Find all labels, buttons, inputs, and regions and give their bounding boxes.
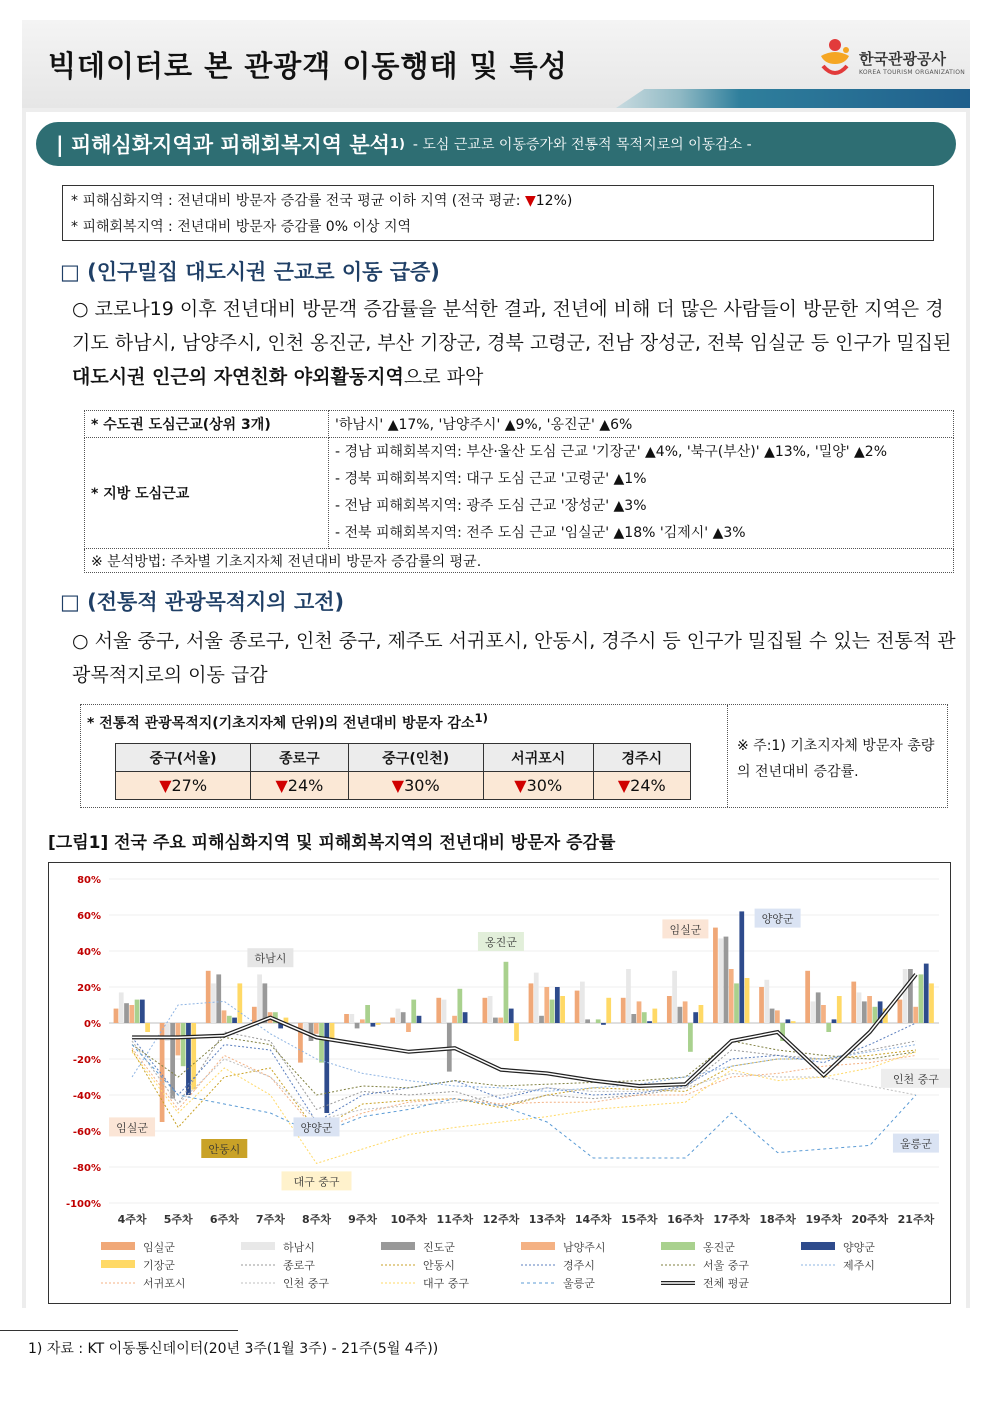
annotation-label: 임실군 (669, 923, 702, 937)
bar (913, 1007, 918, 1023)
bar (222, 1010, 227, 1023)
table-header-row (116, 744, 691, 772)
bar (652, 1009, 657, 1023)
section-title: | 피해심화지역과 피해회복지역 분석 (56, 133, 390, 157)
table-cell-regional-values (329, 438, 954, 549)
logo-korean-text: 한국관광공사 (859, 50, 946, 68)
bar (596, 1019, 601, 1023)
legend-label: 남양주시 (563, 1241, 606, 1254)
y-tick-label: -40% (72, 1091, 101, 1102)
traditional-table (115, 743, 691, 800)
bar (688, 1023, 693, 1052)
series-line (132, 1048, 916, 1131)
bar (851, 982, 856, 1023)
y-tick-label: 60% (77, 911, 101, 922)
x-tick-label: 13주차 (528, 1213, 566, 1226)
table-row (85, 549, 954, 573)
bar (170, 1023, 175, 1099)
bar (647, 1021, 652, 1023)
y-tick-label: 0% (84, 1019, 101, 1030)
table-row (116, 772, 691, 800)
table-cell: ▼30% (483, 772, 593, 800)
bar (493, 1018, 498, 1023)
x-tick-label: 11주차 (436, 1213, 474, 1226)
list-item: - 경북 피해회복지역: 대구 도심 근교 '고령군' ▲1% (335, 471, 647, 487)
legend-label: 제주시 (843, 1259, 875, 1272)
paragraph-suburb-text: ○ 코로나19 이후 전년대비 방문객 증감률을 분석한 결과, 전년에 비해 더 많은 사람들이 방문한 지역은 경기도 하남시, 남양주시, 인천 옹진군, 부산 기장군, 경북 고령군, 전남 장성군, 전북 임실군 등 인구가 밀집된 (72, 298, 952, 354)
list-item: - 전남 피해회복지역: 광주 도심 근교 '장성군' ▲3% (335, 498, 647, 514)
paragraph-suburb-tail: 으로 파악 (403, 366, 484, 388)
bar (929, 983, 934, 1023)
legend-label: 임실군 (143, 1241, 175, 1254)
legend-label: 진도군 (423, 1241, 455, 1254)
definition-damage-deepened (71, 188, 925, 214)
x-tick-label: 14주차 (574, 1213, 612, 1226)
bar (745, 978, 750, 1023)
bar (360, 1019, 365, 1023)
bar (683, 1001, 688, 1023)
y-tick-label: -80% (72, 1163, 101, 1174)
bar (693, 1012, 698, 1023)
y-tick-label: -100% (65, 1199, 101, 1210)
bar (365, 1005, 370, 1023)
legend-label: 종로구 (283, 1259, 315, 1272)
bar (135, 1000, 140, 1023)
bar (550, 1000, 555, 1023)
section-subtitle: - 도심 근교로 이동증가와 전통적 목적지로의 이동감소 - (412, 137, 752, 153)
paragraph-traditional-destinations: ○ 서울 중구, 서울 종로구, 인천 중구, 제주도 서귀포시, 안동시, 경주시 등 인구가 밀집될 수 있는 전통적 관광목적지로의 이동 급감 (72, 630, 956, 686)
bar (544, 987, 549, 1023)
table-row (85, 411, 954, 438)
visitor-change-chart (49, 863, 950, 1303)
bar (206, 971, 211, 1023)
legend-label: 서울 중구 (703, 1259, 750, 1272)
bar (463, 1012, 468, 1023)
bar (642, 1012, 647, 1023)
table-header-cell: 중구(서울) (116, 744, 251, 772)
bar (672, 971, 677, 1023)
traditional-table-note: ※ 주:1) 기초지자체 방문자 총량의 전년대비 증감률. (737, 738, 935, 780)
x-tick-label: 7주차 (255, 1213, 285, 1226)
bar (713, 928, 718, 1023)
bar (606, 998, 611, 1023)
table-header-cell: 서귀포시 (483, 744, 593, 772)
legend-label: 전체 평균 (703, 1277, 750, 1290)
bar (119, 992, 124, 1023)
section-title-footnote-ref: 1) (389, 136, 405, 152)
paragraph-suburb-highlight: 대도시권 인근의 자연친화 야외활동지역 (72, 366, 404, 388)
paragraph-suburb-analysis (72, 292, 952, 394)
table-cell: ▼27% (116, 772, 251, 800)
bar (857, 992, 862, 1023)
bar (344, 1014, 349, 1023)
figure-title: [그림1] 전국 주요 피해심화지역 및 피해회복지역의 전년대비 방문자 증감률 (48, 833, 616, 853)
bar (401, 1012, 406, 1023)
series-line (132, 1037, 916, 1095)
x-tick-label: 20주차 (851, 1213, 889, 1226)
bar (483, 998, 488, 1023)
bar (319, 1023, 324, 1063)
bar (724, 937, 729, 1023)
heading-suburb-surge: □ (인구밀집 대도시권 근교로 이동 급증) (60, 260, 440, 284)
bar (775, 1010, 780, 1023)
x-tick-label: 21주차 (897, 1213, 935, 1226)
bar (124, 1003, 129, 1023)
table-header-cell: 경주시 (593, 744, 690, 772)
bar (457, 989, 462, 1023)
kto-logo (815, 36, 966, 84)
bar (309, 1023, 314, 1041)
legend-swatch (521, 1242, 555, 1250)
legend-label: 기장군 (143, 1259, 175, 1272)
bar (626, 969, 631, 1023)
annotation-label: 인천 중구 (892, 1072, 939, 1086)
bar (411, 1000, 416, 1023)
bar (826, 1023, 831, 1032)
legend-label: 서귀포시 (143, 1277, 186, 1290)
bar (376, 1023, 381, 1025)
y-tick-label: -60% (72, 1127, 101, 1138)
bar (764, 980, 769, 1023)
table-note: ※ 분석방법: 주차별 기초지자체 전년대비 방문자 증감률의 평균. (85, 549, 954, 573)
annotation-label: 임실군 (116, 1121, 149, 1135)
table-cell-capital-label: * 수도권 도심근교(상위 3개) (85, 411, 329, 438)
bar (734, 983, 739, 1023)
bar (371, 1023, 376, 1027)
annotation-label: 안동시 (208, 1143, 241, 1156)
x-tick-label: 9주차 (348, 1213, 378, 1226)
bar (919, 974, 924, 1023)
bar (832, 1019, 837, 1023)
definition-line1-text: * 피해심화지역 : 전년대비 방문자 증감률 전국 평균 이하 지역 (전국 평균: (71, 193, 525, 209)
annotation-label: 옹진군 (484, 936, 517, 949)
bar (145, 1023, 150, 1032)
bar (324, 1023, 329, 1113)
bar (114, 1009, 119, 1023)
x-tick-label: 8주차 (302, 1213, 331, 1226)
footnote-divider (0, 1330, 238, 1331)
series-line (132, 1001, 916, 1091)
x-tick-label: 5주차 (163, 1213, 193, 1226)
bar (514, 1023, 519, 1041)
header-accent-bar (616, 89, 970, 108)
bar (739, 911, 744, 1023)
x-tick-label: 6주차 (209, 1213, 239, 1226)
bar (718, 938, 723, 1023)
legend-label: 양양군 (843, 1241, 875, 1254)
table-header-cell: 종로구 (251, 744, 348, 772)
bar (580, 982, 585, 1023)
y-tick-label: -20% (72, 1055, 101, 1066)
annotation-label: 울릉군 (899, 1137, 932, 1151)
document-title: 빅데이터로 본 관광객 이동행태 및 특성 (48, 49, 568, 83)
annotation-label: 양양군 (761, 912, 794, 926)
bar (699, 1005, 704, 1023)
x-tick-label: 19주차 (805, 1213, 843, 1226)
bar (867, 996, 872, 1023)
bar (355, 1023, 360, 1028)
bar (791, 1021, 796, 1023)
bar (816, 992, 821, 1023)
bar (129, 1005, 134, 1023)
bar (729, 969, 734, 1023)
bar (534, 973, 539, 1023)
bar (759, 987, 764, 1023)
bar (837, 996, 842, 1023)
bar (862, 1001, 867, 1023)
bar (452, 1016, 457, 1023)
bar (898, 1000, 903, 1023)
bar (252, 1007, 257, 1023)
legend-label: 안동시 (423, 1259, 455, 1272)
bar (257, 974, 262, 1023)
x-tick-label: 18주차 (759, 1213, 796, 1226)
bar (555, 987, 560, 1023)
legend-label: 하남시 (283, 1241, 315, 1254)
bar (821, 1005, 826, 1023)
list-item: - 전북 피해회복지역: 전주 도심 근교 '임실군' ▲18% '김제시' ▲3% (335, 525, 746, 541)
x-tick-label: 4주차 (117, 1213, 147, 1226)
traditional-table-caption (87, 711, 488, 733)
bar (529, 983, 534, 1023)
annotation-label: 대구 중구 (293, 1175, 340, 1189)
bar (211, 983, 216, 1023)
legend-label: 인천 중구 (283, 1277, 330, 1290)
x-tick-label: 10주차 (390, 1213, 428, 1226)
bar (396, 1009, 401, 1023)
bar (621, 998, 626, 1023)
definition-damage-recovered: * 피해회복지역 : 전년대비 방문자 증감률 0% 이상 지역 (71, 219, 412, 235)
annotation-label: 하남시 (254, 952, 287, 966)
bar (770, 1009, 775, 1023)
bar (232, 1018, 237, 1023)
legend-swatch (661, 1242, 695, 1250)
bar (667, 996, 672, 1023)
bar (442, 1000, 447, 1023)
section-banner (36, 122, 956, 166)
box-divider (727, 705, 728, 807)
list-item: - 경남 피해회복지역: 부산·울산 도심 근교 '기장군' ▲4%, '북구(부산)' ▲13%, '밀양' ▲2% (335, 444, 888, 460)
bar (227, 1016, 232, 1023)
definition-box (62, 185, 934, 241)
table-cell-capital-value: '하남시' ▲17%, '남양주시' ▲9%, '옹진군' ▲6% (329, 411, 954, 438)
traditional-caption-text: * 전통적 관광목적지(기초지자체 단위)의 전년대비 방문자 감소 (87, 715, 475, 732)
bar (903, 969, 908, 1023)
footnote: 1) 자료 : KT 이동통신데이터(20년 3주(1월 3주) - 21주(5월 4주)) (28, 1341, 439, 1357)
bar (786, 1019, 791, 1023)
bar (314, 1023, 319, 1034)
bar (390, 1018, 395, 1023)
chart-frame (48, 862, 951, 1304)
y-tick-label: 20% (77, 983, 101, 994)
bar (498, 1018, 503, 1023)
bar (406, 1023, 411, 1032)
bar (417, 1016, 422, 1023)
annotation-label: 양양군 (300, 1121, 333, 1135)
logo-english-text: KOREA TOURISM ORGANIZATION (859, 69, 966, 76)
bar (560, 996, 565, 1023)
bar (805, 971, 810, 1023)
legend-label: 울릉군 (563, 1277, 595, 1290)
x-tick-label: 15주차 (620, 1213, 658, 1226)
legend-label: 경주시 (563, 1259, 595, 1272)
table-header-cell: 중구(인천) (348, 744, 483, 772)
bar (140, 1000, 145, 1023)
y-tick-label: 80% (77, 875, 101, 886)
bar (237, 983, 242, 1023)
bar (677, 1007, 682, 1023)
legend-swatch (241, 1242, 275, 1250)
bar (488, 996, 493, 1023)
x-tick-label: 16주차 (667, 1213, 704, 1226)
table-cell: ▼30% (348, 772, 483, 800)
heading-traditional-destinations: □ (전통적 관광목적지의 고전) (60, 590, 345, 614)
bar (539, 1016, 544, 1023)
legend-swatch (101, 1260, 135, 1268)
bar (585, 1019, 590, 1023)
table-row (85, 438, 954, 549)
y-tick-label: 40% (77, 947, 101, 958)
bar (436, 998, 441, 1023)
bar (631, 1014, 636, 1023)
suburb-table (84, 410, 954, 573)
legend-label: 대구 중구 (423, 1277, 470, 1290)
table-cell-regional-label: * 지방 도심근교 (85, 438, 329, 549)
bar (601, 1023, 606, 1025)
traditional-destinations-box (80, 704, 948, 808)
down-triangle-icon: ▼ (524, 193, 536, 209)
legend-swatch (381, 1242, 415, 1250)
x-tick-label: 12주차 (482, 1213, 520, 1226)
bar (349, 1014, 354, 1023)
bar (504, 962, 509, 1023)
legend-swatch (101, 1242, 135, 1250)
bar (924, 964, 929, 1023)
bar (575, 991, 580, 1023)
kto-logo-icon (815, 36, 855, 80)
x-tick-label: 17주차 (713, 1213, 750, 1226)
traditional-caption-footnote-ref: 1) (474, 711, 488, 725)
legend-swatch (801, 1242, 835, 1250)
bar (191, 1023, 196, 1090)
table-cell: ▼24% (593, 772, 690, 800)
bar (216, 974, 221, 1023)
bar (637, 1001, 642, 1023)
legend-label: 옹진군 (703, 1241, 735, 1254)
bar (509, 1009, 514, 1023)
definition-line1-value: 12%) (535, 193, 573, 209)
bar (811, 1001, 816, 1023)
table-cell: ▼24% (251, 772, 348, 800)
bar (181, 1023, 186, 1066)
